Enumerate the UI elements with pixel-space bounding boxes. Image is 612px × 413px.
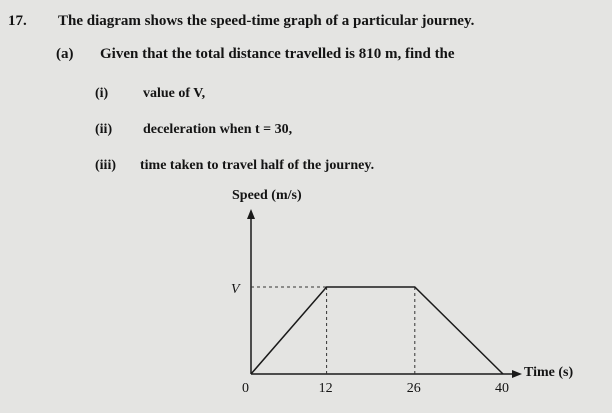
subpart-i-text: value of V,	[143, 86, 206, 101]
subpart-iii-text: time taken to travel half of the journey.	[140, 158, 375, 173]
y-axis-label: Speed (m/s)	[232, 188, 302, 203]
subpart-ii-label: (ii)	[95, 122, 113, 137]
question-stem: The diagram shows the speed-time graph of a particular journey.	[58, 13, 475, 29]
series-line	[251, 287, 503, 374]
x-tick-label: 26	[406, 381, 421, 396]
x-tick-label: 0	[242, 381, 249, 396]
part-a-label: (a)	[56, 46, 74, 62]
y-tick-label: V	[231, 282, 240, 297]
part-a-text: Given that the total distance travelled is 810 m, find the	[100, 46, 455, 62]
subpart-i-label: (i)	[95, 86, 109, 101]
x-axis-label: Time (s)	[524, 365, 574, 380]
x-tick-label: 12	[318, 381, 333, 396]
question-number: 17.	[8, 13, 27, 29]
subpart-iii-label: (iii)	[95, 158, 116, 173]
x-tick-label: 40	[495, 381, 509, 396]
x-axis-arrow	[512, 370, 522, 378]
subpart-ii-text: deceleration when t = 30,	[143, 122, 293, 137]
y-axis-arrow	[247, 209, 255, 219]
